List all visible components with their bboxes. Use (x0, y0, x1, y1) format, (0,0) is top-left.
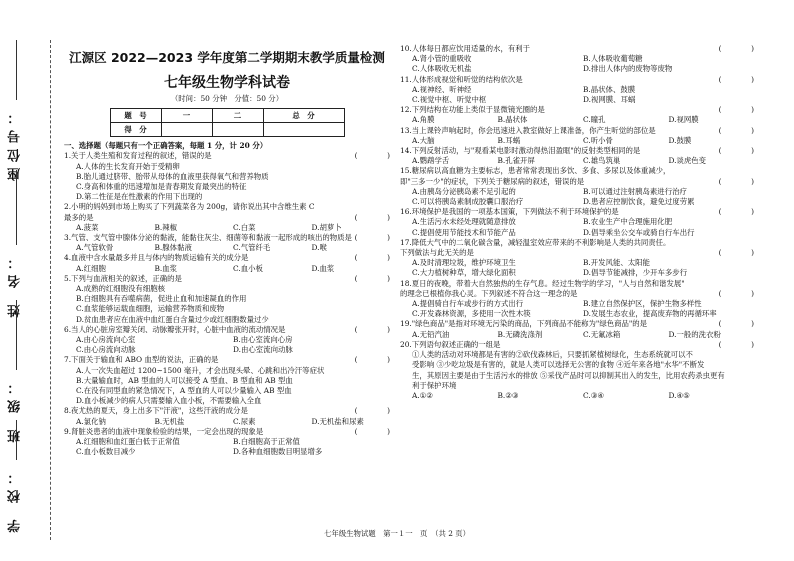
answer-option[interactable]: B.孔雀开屏 (497, 156, 535, 166)
answer-option[interactable]: B.无磷洗涤剂 (497, 329, 543, 339)
question-stem: 12.下列结构在功能上类似于显微镜光圈的是 (400, 105, 545, 115)
answer-bracket[interactable]: ( ) (354, 406, 390, 416)
question-stem: 3.气管、支气管中腺体分泌的黏液，能黏住灰尘、细菌等和黏液一起形成的咳出的物质是 (64, 233, 352, 243)
question-item (64, 253, 390, 273)
answer-option[interactable]: B.耳蜗 (497, 135, 521, 145)
question-item (400, 207, 754, 238)
question-item (400, 146, 754, 166)
answer-option[interactable]: D.由心室流向动脉 (233, 345, 293, 355)
binding-margin (0, 0, 62, 561)
answer-option[interactable]: B.②③ (497, 390, 519, 400)
answer-option[interactable]: A.角膜 (412, 115, 435, 125)
answer-option[interactable]: B.白细胞高于正常值 (233, 437, 300, 447)
seat-line (16, 40, 17, 100)
answer-option[interactable]: C.由心房流向动脉 (76, 345, 136, 355)
answer-option[interactable]: C.瞳孔 (583, 115, 606, 125)
question-item (400, 105, 754, 125)
score-header: 一 (161, 109, 212, 123)
answer-option[interactable]: C.白菜 (233, 222, 256, 232)
question-stem-continued: 即"三多一少"的症状，下列关于糖尿病的叙述，错误的是 (400, 176, 585, 186)
question-item (400, 75, 754, 106)
answer-option[interactable]: D.无机盐和尿素 (311, 416, 364, 426)
question-stem-continued: 的理念已根植你我心灵。下列叙述不符合这一理念的是 (400, 288, 578, 298)
question-item (400, 238, 754, 279)
cut-line (50, 40, 51, 540)
answer-option[interactable]: D.各种血细胞数目明显增多 (233, 447, 323, 457)
right-column (400, 44, 754, 401)
answer-option[interactable]: A.人一次失血超过 1200~1500 毫升，才会出现头晕、心跳和出冷汗等症状 (76, 365, 325, 375)
answer-option[interactable]: B.可以通过注射胰岛素进行治疗 (583, 186, 687, 196)
question-stem: 7.下面关于输血和 ABO 血型的说法，正确的是 (64, 355, 219, 365)
score-cell[interactable] (212, 123, 263, 137)
name-line (16, 170, 17, 245)
question-item (400, 279, 754, 320)
answer-option[interactable]: A.①② (412, 390, 433, 400)
question-stem: 16.环境保护是我国的一项基本国策，下列做法不利于环境保护的是 (400, 207, 619, 217)
answer-option[interactable]: A.氯化钠 (76, 416, 106, 426)
question-stem: 17.降低大气中的二氧化碳含量，减轻温室效应带来的不利影响是人类的共同责任。 (400, 237, 671, 247)
answer-option[interactable]: C.视觉中枢、听觉中枢 (412, 95, 487, 105)
answer-option[interactable]: B.血浆 (154, 263, 178, 273)
answer-option[interactable]: B.人体吸收葡萄糖 (583, 54, 643, 64)
question-item (64, 274, 390, 325)
answer-option[interactable]: D.倡导乘坐公交车或骑自行车出行 (583, 227, 695, 237)
question-list-left (64, 151, 390, 457)
question-item (64, 427, 390, 458)
question-stem: 6.当人的心脏房室瓣关闭、动脉瓣张开时，心脏中血液的流动情况是 (64, 324, 286, 334)
question-item (400, 44, 754, 75)
answer-option[interactable]: D.胡萝卜 (311, 222, 342, 232)
answer-option[interactable]: C.气管纤毛 (233, 243, 271, 253)
question-stem: 5.下列与血液相关的叙述，正确的是 (64, 273, 182, 283)
answer-option[interactable]: C.③④ (583, 390, 604, 400)
answer-option[interactable]: A.气管软骨 (76, 243, 114, 253)
question-item (64, 202, 390, 233)
answer-bracket[interactable]: ( ) (718, 248, 754, 258)
question-paragraph-line: 利于保护环境 (412, 380, 457, 390)
answer-option[interactable]: C.人体吸收无机盐 (412, 64, 472, 74)
question-stem: 13.当上课铃声响起时，你会迅速进入教室做好上课准备，你产生听觉的部位是 (400, 125, 656, 135)
answer-bracket[interactable]: ( ) (718, 339, 754, 349)
question-item (400, 319, 754, 339)
answer-option[interactable]: D.第二性征是在性激素的作用下出现的 (76, 192, 203, 202)
answer-option[interactable]: A.提倡骑自行车或步行的方式出行 (412, 299, 524, 309)
answer-option[interactable]: C.雄鸟筑巢 (583, 156, 621, 166)
answer-option[interactable]: A.成熟的红细胞没有细胞核 (76, 284, 165, 294)
answer-option[interactable]: C.开发森林资源，多使用一次性木筷 (412, 309, 531, 319)
answer-option[interactable]: C.血小板数目减少 (76, 447, 136, 457)
answer-bracket[interactable]: ( ) (718, 207, 754, 217)
answer-option[interactable]: A.肾小管的重吸收 (412, 54, 472, 64)
answer-option[interactable]: B.胎儿通过脐带、胎带从母体的血液里获得氧气和营养物质 (76, 171, 269, 181)
answer-option[interactable]: C.在没有同型血的紧急情况下，A 型血的人可以少量输入 AB 型血 (76, 386, 292, 396)
question-stem: 18.夏日的夜晚，带着大自然独热的生存气息。经过生物学的学习，"人与自然和谐发展" (400, 278, 685, 288)
answer-bracket[interactable]: ( ) (354, 355, 390, 365)
answer-bracket[interactable]: ( ) (718, 319, 754, 329)
answer-option[interactable]: B.辣椒 (154, 222, 178, 232)
answer-option[interactable]: A.红细胞和血红蛋白低于正常值 (76, 437, 180, 447)
answer-bracket[interactable]: ( ) (718, 105, 754, 115)
answer-option[interactable]: A.由胰岛分泌胰岛素不足引起的 (412, 186, 516, 196)
question-paragraph-line: 生，其原因主要是由于生活污水的排放 ⑤采伐产品时可以抑制其出入的发生，比用农药杀虫更有 (412, 370, 725, 380)
class-line (16, 300, 17, 370)
question-stem: 10.人体每日都应饮用适量的水，有利于 (400, 44, 531, 53)
answer-option[interactable]: A.视神经、听神经 (412, 84, 472, 94)
question-stem: 1.关于人类生殖和发育过程的叙述，错误的是 (64, 151, 212, 161)
question-stem: 14.下列反射活动，与"观看某电影时激动得热泪盈眶"的反射类型相同的是 (400, 146, 641, 156)
answer-option[interactable]: A.生活污水未经处理就随意排放 (412, 217, 516, 227)
answer-option[interactable]: D.血小板减少的病人只需要输入血小板，不需要输入全血 (76, 396, 262, 406)
question-item (64, 355, 390, 406)
answer-bracket[interactable]: ( ) (718, 74, 754, 84)
answer-option[interactable]: D.排出人体内的废物等废物 (583, 64, 673, 74)
school-line (16, 420, 17, 460)
answer-option[interactable]: B.大量输血时，AB 型血的人可以接受 A 型血、B 型血和 AB 型血 (76, 375, 293, 385)
answer-option[interactable]: D.视网膜 (668, 115, 699, 125)
answer-option[interactable]: A.红细胞 (76, 263, 106, 273)
answer-bracket[interactable]: ( ) (718, 125, 754, 135)
score-cell[interactable] (263, 123, 344, 137)
answer-option[interactable]: C.身高和体重的迅速增加是青春期发育最突出的特征 (76, 182, 247, 192)
question-stem-continued: 最多的是 (64, 212, 94, 222)
exam-title: 江源区 2022—2023 学年度第二学期期末教学质量检测 (69, 50, 385, 65)
question-stem: 19."绿色商品"是指对环境无污染的商品，下列商品不能称为"绿色商品"的是 (400, 319, 648, 329)
question-item (400, 126, 754, 146)
score-header: 题 号 (110, 109, 161, 123)
answer-option[interactable]: C.无氟冰箱 (583, 329, 621, 339)
answer-bracket[interactable]: ( ) (354, 426, 390, 436)
answer-option[interactable]: B.由心室流向心房 (233, 335, 293, 345)
answer-option[interactable]: C.血小板 (233, 263, 263, 273)
section-heading: 一、选择题（每题只有一个正确答案，每题 1 分，计 20 分） (64, 141, 268, 151)
question-stem: 2.小明的妈妈到市场上购买了下列蔬菜各为 200g，请你说出其中含维生素 C (64, 202, 315, 212)
answer-bracket[interactable]: ( ) (718, 176, 754, 186)
answer-bracket[interactable]: ( ) (354, 212, 390, 222)
answer-option[interactable]: B.白细胞具有吞噬病菌，促进止血和加速凝血的作用 (76, 294, 247, 304)
answer-bracket[interactable]: ( ) (718, 288, 754, 298)
answer-bracket[interactable]: ( ) (354, 151, 390, 161)
answer-bracket[interactable]: ( ) (354, 273, 390, 283)
name-label: 姓 名： (8, 250, 23, 318)
question-stem: 8.夜尤热的夏天，身上出多下"汗液"，这些汗液的成分是 (64, 406, 248, 416)
exam-subtitle: 七年级生物学科试卷 (164, 75, 290, 91)
answer-option[interactable]: C.听小骨 (583, 135, 613, 145)
question-list-right (400, 44, 754, 401)
answer-option[interactable]: D.谈虎色变 (668, 156, 707, 166)
question-paragraph-line: ①人类的活动对环境都是有害的②砍伐森林后，只要抓紧植树绿化，生态系统就可以不 (412, 350, 693, 360)
answer-bracket[interactable]: ( ) (718, 44, 754, 53)
question-item (64, 151, 390, 202)
seat-label: 座位号： (8, 105, 23, 181)
score-table (110, 108, 345, 137)
answer-option[interactable]: A.大脑 (412, 135, 435, 145)
answer-option[interactable]: D.鼓膜 (668, 135, 692, 145)
answer-bracket[interactable]: ( ) (718, 146, 754, 156)
question-stem: 9.肾脏炎患者的血液中现象检验的结果，一定会出现的现象是 (64, 426, 264, 436)
answer-option[interactable]: A.及时清理垃圾，维护环境卫生 (412, 258, 516, 268)
answer-option[interactable]: D.视网膜、耳蜗 (583, 95, 636, 105)
question-item (64, 325, 390, 356)
answer-bracket[interactable]: ( ) (354, 324, 390, 334)
question-stem: 11.人体形成视觉和听觉的结构依次是 (400, 74, 523, 84)
answer-option[interactable]: A.菠菜 (76, 222, 99, 232)
answer-option[interactable]: B.晶状体、鼓膜 (583, 84, 636, 94)
page-footer: 七年级生物试题 第一１一 页 （共 2 页） (323, 529, 471, 538)
question-item (64, 406, 390, 426)
answer-option[interactable]: C.提倡使用节能技术和节能产品 (412, 227, 516, 237)
answer-option[interactable]: A.由心房流向心室 (76, 335, 136, 345)
answer-option[interactable]: B.农业生产中合理施用化肥 (583, 217, 673, 227)
answer-option[interactable]: D.血浆 (311, 263, 335, 273)
score-header: 二 (212, 109, 263, 123)
score-cell[interactable] (161, 123, 212, 137)
answer-option[interactable]: C.尿素 (233, 416, 256, 426)
answer-option[interactable]: D.一般的洗衣粉 (668, 329, 721, 339)
question-stem: 20.下列语句叙述正确的一组是 (400, 339, 501, 349)
answer-bracket[interactable]: ( ) (354, 233, 390, 243)
answer-option[interactable]: D.喉 (311, 243, 327, 253)
answer-option[interactable]: A.鹦鹉学舌 (412, 156, 450, 166)
answer-option[interactable]: D.发展生态农业，提高废弃物的再循环率 (583, 309, 717, 319)
question-paragraph-line: 受影响 ③少吃垃圾是有害的，就是人类可以选择无公害的食物 ④近年来各地"水华"不断发 (412, 360, 705, 370)
answer-option[interactable]: D.④⑤ (668, 390, 690, 400)
left-column (64, 0, 390, 458)
answer-bracket[interactable]: ( ) (354, 253, 390, 263)
score-label: 得 分 (110, 123, 161, 137)
answer-option[interactable]: C.血浆能够运载血细胞，运输营养物质和废物 (76, 304, 225, 314)
answer-option[interactable]: B.建立自然保护区，保护生物多样性 (583, 299, 702, 309)
exam-meta: （时间：50 分钟 分值：50 分） (170, 94, 284, 103)
question-stem: 4.血液中含水量最多并且与体内的物质运输有关的成分是 (64, 253, 249, 263)
answer-option[interactable]: C.可以将胰岛素制成胶囊口服治疗 (412, 197, 524, 207)
question-item (400, 166, 754, 207)
answer-option[interactable]: B.晶状体 (497, 115, 528, 125)
class-label: 班 级： (8, 375, 23, 443)
school-label: 学 校： (8, 465, 23, 533)
answer-option[interactable]: B.开发风能、太阳能 (583, 258, 650, 268)
score-header: 总 分 (263, 109, 344, 123)
question-stem: 15.糖尿病以高血糖为主要标志，患者常常表现出多饮、多食、多尿以及体重减少， (400, 166, 671, 176)
answer-option[interactable]: C.大力植树种草，增大绿化面积 (412, 268, 516, 278)
answer-option[interactable]: D.倡导节能减排，少开车多步行 (583, 268, 688, 278)
question-item (400, 340, 754, 401)
answer-option[interactable]: A.人体的生长发育开始于受精卵 (76, 161, 180, 171)
question-stem-continued: 下列做法与此无关的是 (400, 248, 474, 258)
answer-option[interactable]: D.贫血患者应在血液中血红蛋白含量过少或红细胞数量过少 (76, 314, 269, 324)
answer-option[interactable]: B.无机盐 (154, 416, 185, 426)
question-item (64, 233, 390, 253)
answer-option[interactable]: D.患者应控制饮食，避免过度劳累 (583, 197, 695, 207)
answer-option[interactable]: B.腺体黏液 (154, 243, 192, 253)
answer-option[interactable]: A.无铅汽油 (412, 329, 450, 339)
